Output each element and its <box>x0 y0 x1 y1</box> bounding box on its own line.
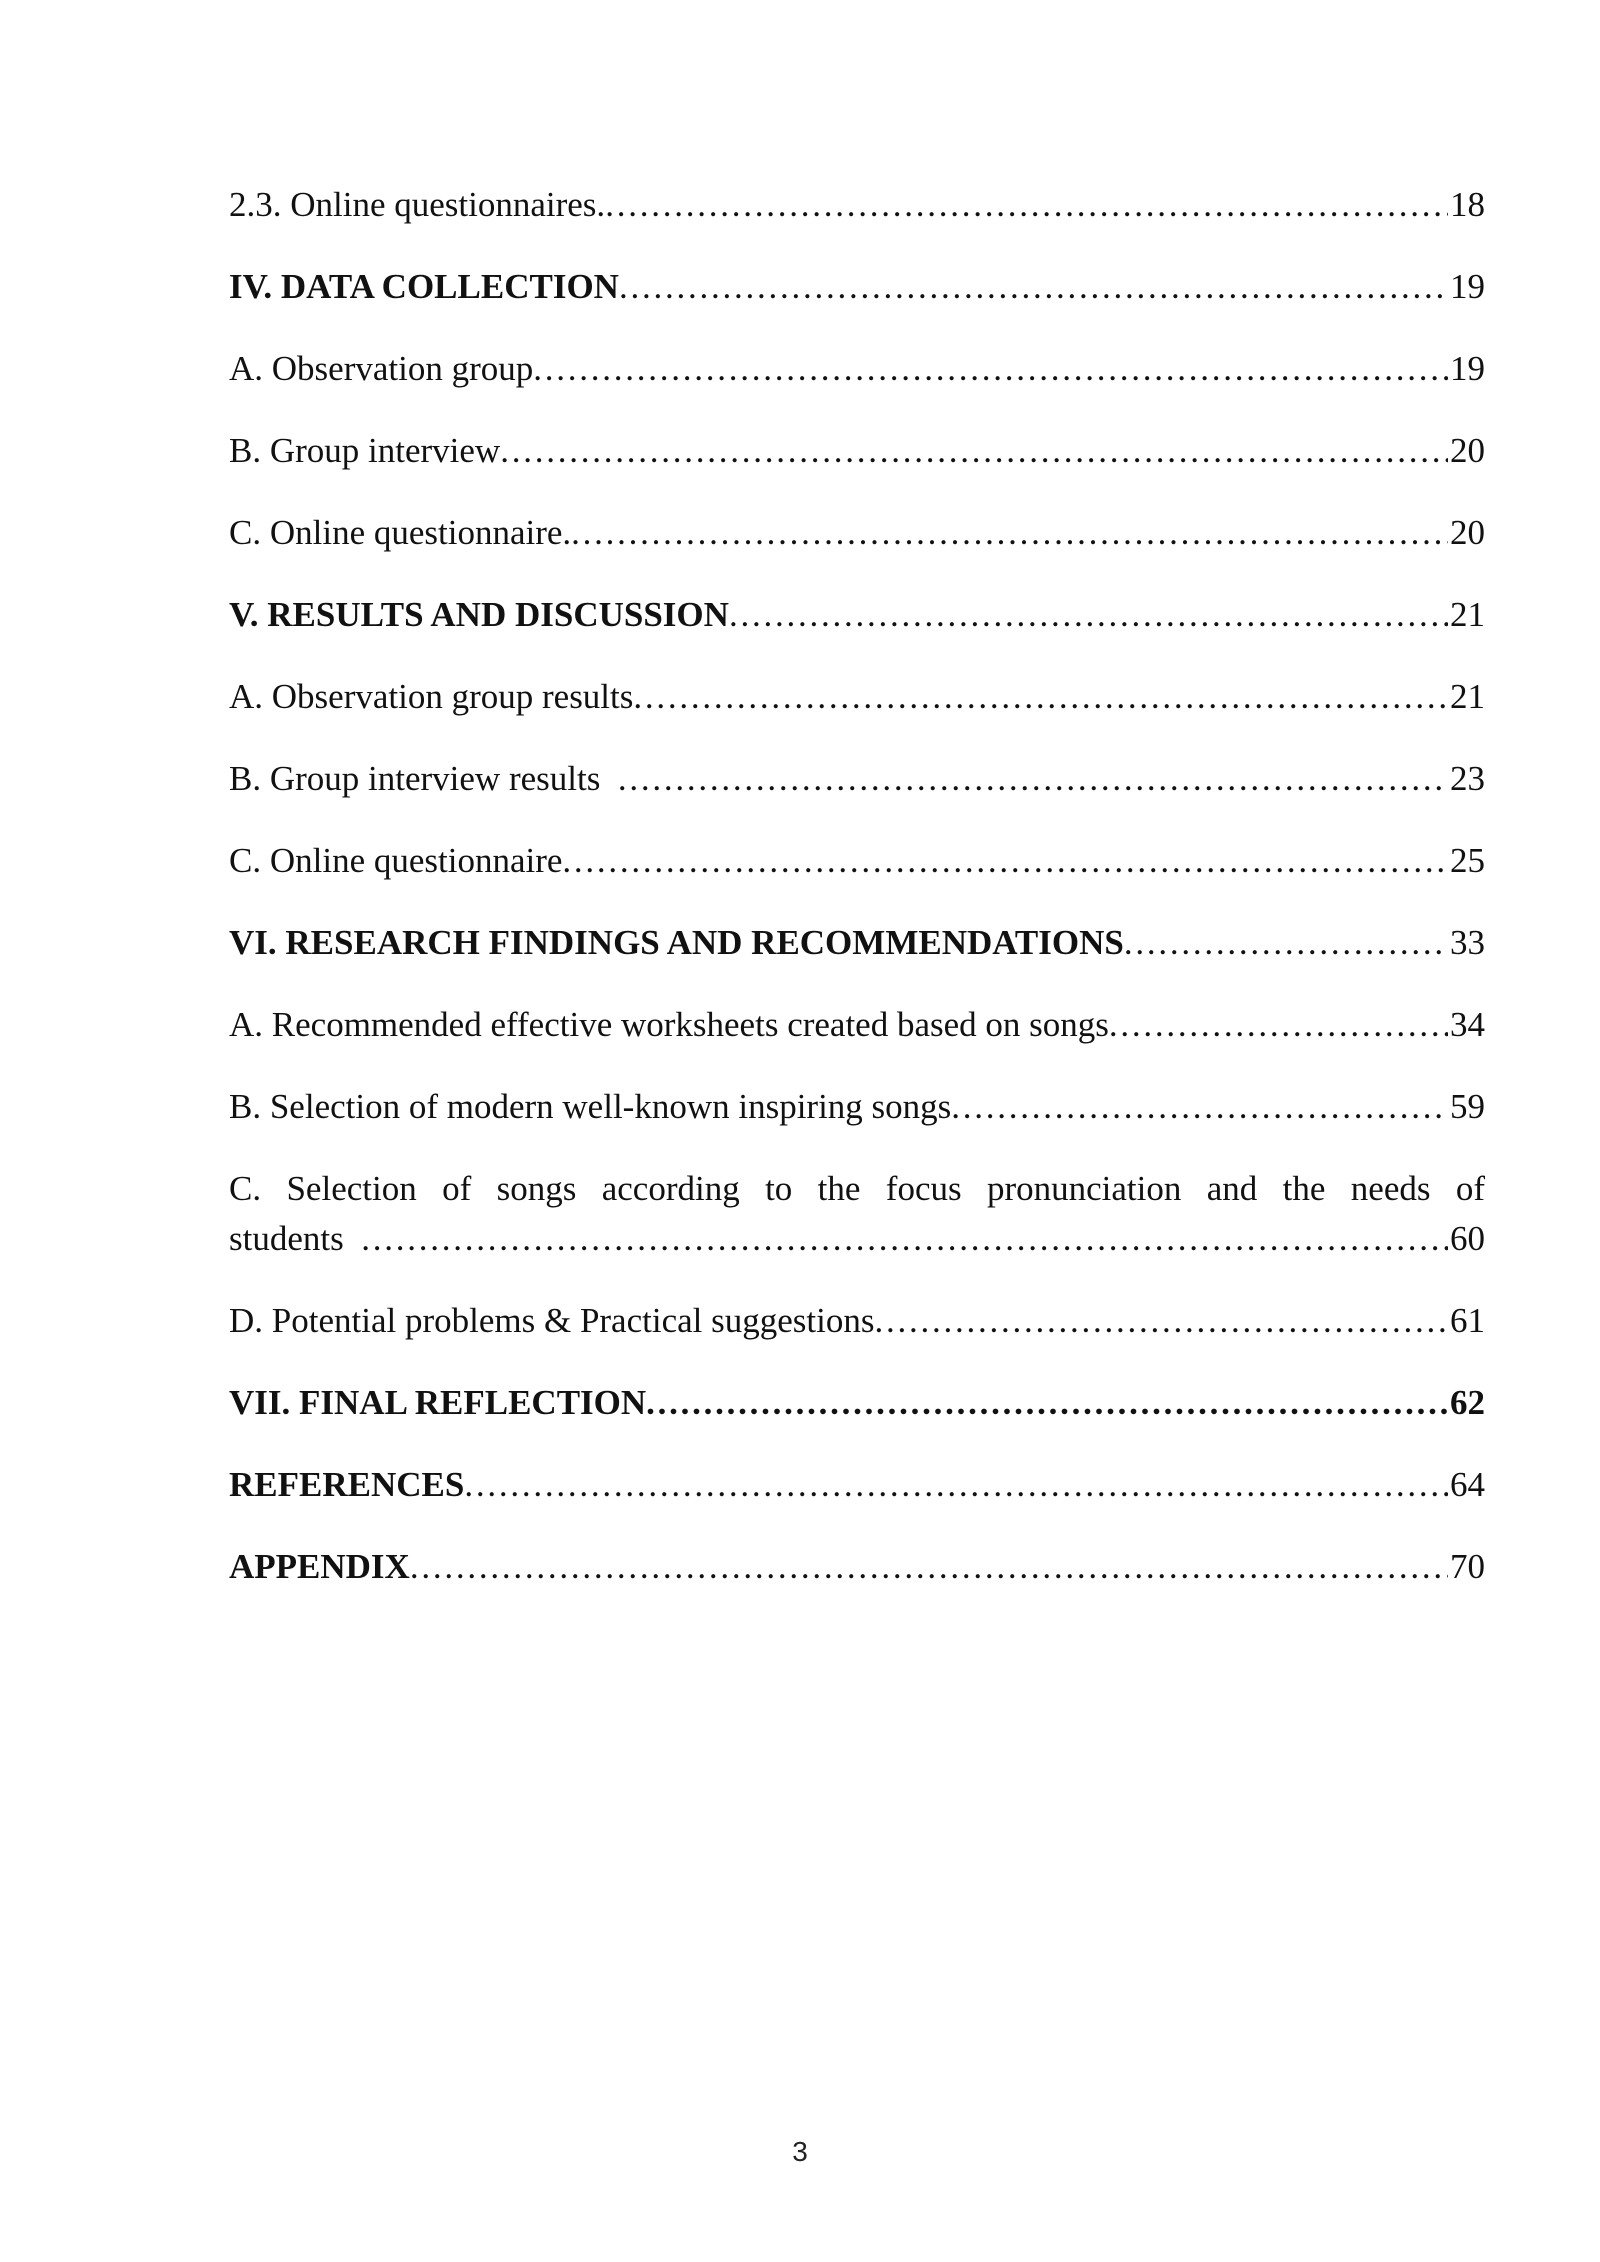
toc-entry-observation-group[interactable] <box>229 312 1485 394</box>
dot-leader <box>464 1460 1448 1510</box>
toc-entry-group-interview-results[interactable] <box>229 722 1485 804</box>
dot-leader <box>1124 918 1448 968</box>
toc-entry-title-line1: C. Selection of songs according to the focus pronunciation and the needs of <box>229 1169 1485 1208</box>
toc-entry-online-questionnaires-2-3[interactable] <box>229 148 1485 230</box>
toc-entry-potential-problems[interactable] <box>229 1264 1485 1346</box>
table-of-contents <box>229 148 1485 1592</box>
toc-entry-data-collection[interactable] <box>229 230 1485 312</box>
toc-entry-page: 19 <box>1450 349 1485 388</box>
dot-leader <box>951 1082 1448 1132</box>
toc-entry-page: 21 <box>1450 677 1485 716</box>
toc-entry-final-reflection[interactable] <box>229 1346 1485 1428</box>
dot-leader <box>361 1214 1448 1264</box>
toc-entry-appendix[interactable] <box>229 1510 1485 1592</box>
toc-entry-title: B. Group interview results <box>229 759 618 798</box>
dot-leader <box>874 1296 1448 1346</box>
toc-entry-observation-group-results[interactable] <box>229 640 1485 722</box>
dot-leader <box>1109 1000 1448 1050</box>
toc-entry-title: APPENDIX <box>229 1547 410 1586</box>
dot-leader <box>729 590 1448 640</box>
toc-entry-page: 20 <box>1450 513 1485 552</box>
toc-entry-title: A. Observation group results <box>229 677 634 716</box>
dot-leader <box>618 754 1448 804</box>
toc-entry-group-interview[interactable] <box>229 394 1485 476</box>
toc-entry-title: IV. DATA COLLECTION <box>229 267 619 306</box>
toc-entry-title: A. Recommended effective worksheets created based on songs <box>229 1005 1109 1044</box>
toc-entry-results-and-discussion[interactable] <box>229 558 1485 640</box>
toc-entry-page: 21 <box>1450 595 1485 634</box>
toc-entry-page: 20 <box>1450 431 1485 470</box>
toc-entry-online-questionnaire-results[interactable] <box>229 804 1485 886</box>
toc-entry-title: VII. FINAL REFLECTION <box>229 1383 647 1422</box>
toc-entry-page: 19 <box>1450 267 1485 306</box>
toc-entry-title: VI. RESEARCH FINDINGS AND RECOMMENDATIONS <box>229 923 1124 962</box>
toc-entry-page: 62 <box>1450 1383 1485 1422</box>
toc-entry-title: C. Online questionnaire. <box>229 513 572 552</box>
toc-entry-page: 64 <box>1450 1465 1485 1504</box>
toc-entry-page: 18 <box>1450 185 1485 224</box>
dot-leader <box>562 836 1448 886</box>
page-number: 3 <box>792 2136 808 2167</box>
toc-entry-title: B. Group interview <box>229 431 501 470</box>
toc-entry-page: 60 <box>1450 1219 1485 1258</box>
toc-entry-references[interactable] <box>229 1428 1485 1510</box>
dot-leader <box>619 262 1448 312</box>
dot-leader <box>500 426 1448 476</box>
toc-entry-recommended-worksheets[interactable] <box>229 968 1485 1050</box>
dot-leader <box>633 672 1448 722</box>
toc-entry-title: C. Online questionnaire <box>229 841 563 880</box>
toc-entry-title: V. RESULTS AND DISCUSSION <box>229 595 729 634</box>
toc-entry-page: 33 <box>1450 923 1485 962</box>
toc-entry-title: REFERENCES <box>229 1465 465 1504</box>
dot-leader <box>410 1542 1448 1592</box>
toc-entry-title: B. Selection of modern well-known inspiring songs <box>229 1087 952 1126</box>
toc-entry-page: 25 <box>1450 841 1485 880</box>
toc-entry-page: 59 <box>1450 1087 1485 1126</box>
dot-leader <box>533 344 1448 394</box>
dot-leader <box>605 180 1448 230</box>
toc-entry-line2 <box>229 1214 1485 1264</box>
toc-entry-page: 34 <box>1450 1005 1485 1044</box>
dot-leader <box>571 508 1448 558</box>
toc-entry-title: A. Observation group <box>229 349 534 388</box>
dot-leader <box>646 1378 1448 1428</box>
toc-entry-online-questionnaire[interactable] <box>229 476 1485 558</box>
toc-entry-title: 2.3. Online questionnaires. <box>229 185 606 224</box>
toc-entry-research-findings[interactable] <box>229 886 1485 968</box>
toc-entry-selection-songs-pronunciation[interactable] <box>229 1132 1485 1264</box>
toc-entry-title-line2: students <box>229 1219 362 1258</box>
toc-entry-page: 61 <box>1450 1301 1485 1340</box>
toc-entry-selection-modern-songs[interactable] <box>229 1050 1485 1132</box>
toc-entry-page: 70 <box>1450 1547 1485 1586</box>
toc-entry-page: 23 <box>1450 759 1485 798</box>
toc-entry-title: D. Potential problems & Practical suggestions <box>229 1301 875 1340</box>
